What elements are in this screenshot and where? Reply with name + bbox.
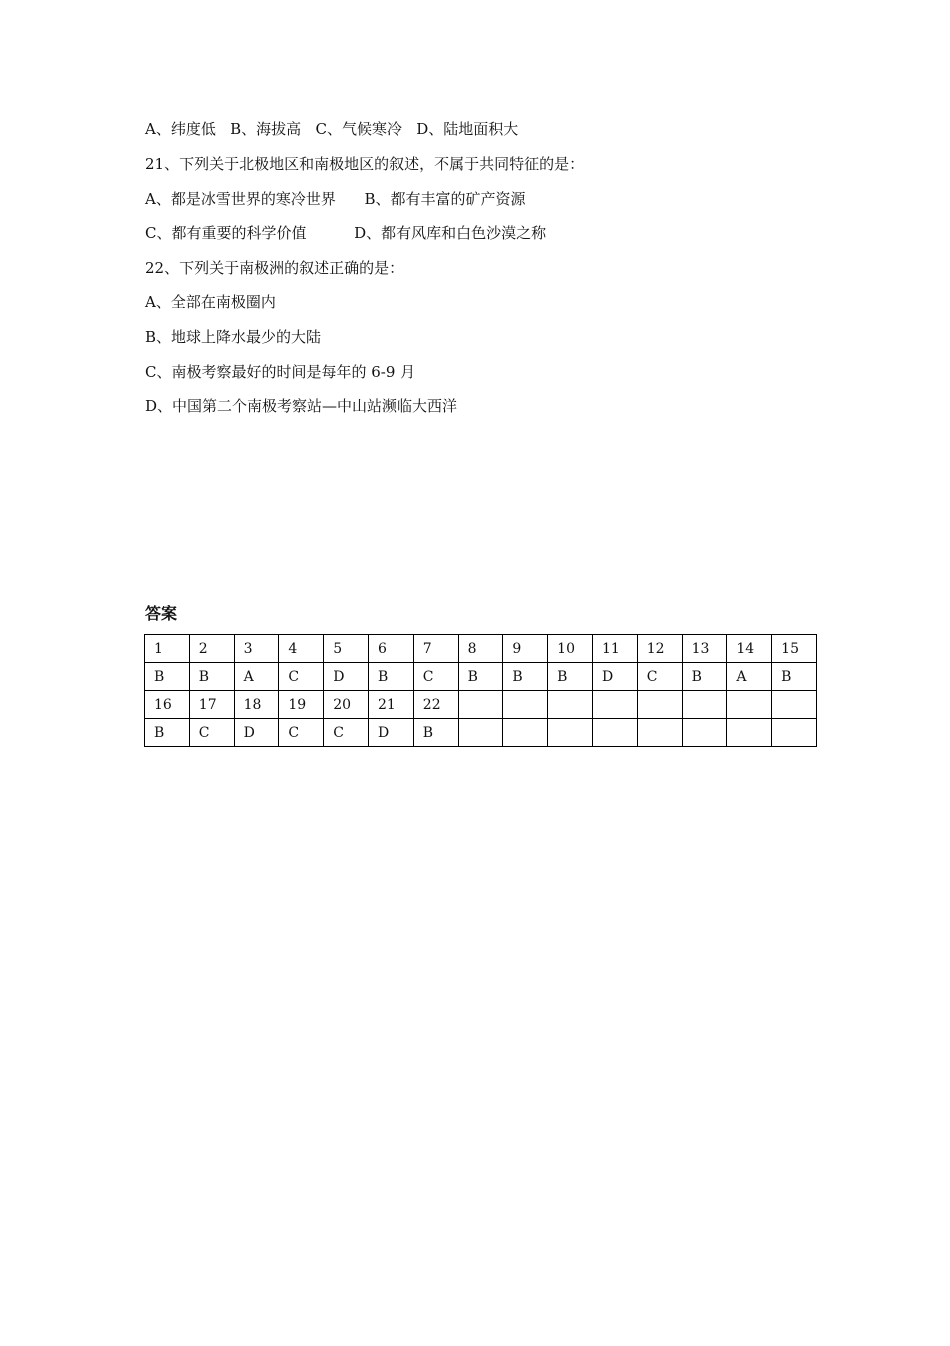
table-cell (458, 691, 503, 719)
table-cell: D (592, 663, 637, 691)
table-row (145, 635, 817, 663)
table-cell: B (458, 663, 503, 691)
table-cell: C (189, 719, 234, 747)
table-cell: C (279, 719, 324, 747)
table-cell: 9 (503, 635, 548, 663)
table-cell: C (279, 663, 324, 691)
table-cell (682, 719, 727, 747)
table-row (145, 691, 817, 719)
table-row (145, 719, 817, 747)
table-cell: D (368, 719, 413, 747)
table-cell: B (772, 663, 817, 691)
table-cell: 3 (234, 635, 279, 663)
table-cell: 16 (145, 691, 190, 719)
table-cell: 20 (324, 691, 369, 719)
table-cell (772, 691, 817, 719)
table-cell: 6 (368, 635, 413, 663)
table-cell: 7 (413, 635, 458, 663)
table-cell: 14 (727, 635, 772, 663)
table-cell: 11 (592, 635, 637, 663)
table-cell: B (189, 663, 234, 691)
table-cell: 15 (772, 635, 817, 663)
table-cell (548, 719, 593, 747)
table-cell: B (682, 663, 727, 691)
table-cell: B (145, 719, 190, 747)
table-cell: 2 (189, 635, 234, 663)
table-cell: 18 (234, 691, 279, 719)
table-cell (592, 719, 637, 747)
table-cell: 8 (458, 635, 503, 663)
table-cell (637, 691, 682, 719)
table-cell (772, 719, 817, 747)
question-21-options-cd: C、都有重要的科学价值 D、都有风库和白色沙漠之称 (145, 224, 547, 242)
table-cell: B (413, 719, 458, 747)
table-cell: D (324, 663, 369, 691)
table-cell (592, 691, 637, 719)
table-cell (727, 691, 772, 719)
table-cell: C (324, 719, 369, 747)
table-cell (548, 691, 593, 719)
table-cell: B (145, 663, 190, 691)
table-cell: 17 (189, 691, 234, 719)
table-cell: 1 (145, 635, 190, 663)
table-cell (503, 691, 548, 719)
question-21-options-ab: A、都是冰雪世界的寒冷世界 B、都有丰富的矿产资源 (145, 190, 526, 208)
table-cell (727, 719, 772, 747)
table-cell (682, 691, 727, 719)
question-21: 21、下列关于北极地区和南极地区的叙述，不属于共同特征的是： (145, 155, 585, 173)
table-cell: 13 (682, 635, 727, 663)
table-cell: 19 (279, 691, 324, 719)
table-row (145, 663, 817, 691)
question-22-option-a: A、全部在南极圈内 (145, 293, 276, 311)
table-cell (503, 719, 548, 747)
table-cell: 5 (324, 635, 369, 663)
table-cell: B (368, 663, 413, 691)
table-cell: 22 (413, 691, 458, 719)
table-cell: 12 (637, 635, 682, 663)
table-cell: 21 (368, 691, 413, 719)
question-options-20: A、纬度低 B、海拔高 C、气候寒冷 D、陆地面积大 (145, 120, 519, 138)
table-cell: 4 (279, 635, 324, 663)
table-cell: B (503, 663, 548, 691)
table-cell (637, 719, 682, 747)
question-22: 22、下列关于南极洲的叙述正确的是： (145, 259, 405, 277)
table-cell: C (413, 663, 458, 691)
table-cell (458, 719, 503, 747)
table-cell: D (234, 719, 279, 747)
answers-heading: 答案 (145, 604, 178, 623)
question-22-option-c: C、南极考察最好的时间是每年的 6-9 月 (145, 363, 416, 381)
table-cell: C (637, 663, 682, 691)
table-cell: B (548, 663, 593, 691)
table-cell: A (727, 663, 772, 691)
question-22-option-d: D、中国第二个南极考察站—中山站濒临大西洋 (145, 397, 458, 415)
table-cell: 10 (548, 635, 593, 663)
answer-table (144, 634, 817, 747)
question-22-option-b: B、地球上降水最少的大陆 (145, 328, 322, 346)
table-cell: A (234, 663, 279, 691)
